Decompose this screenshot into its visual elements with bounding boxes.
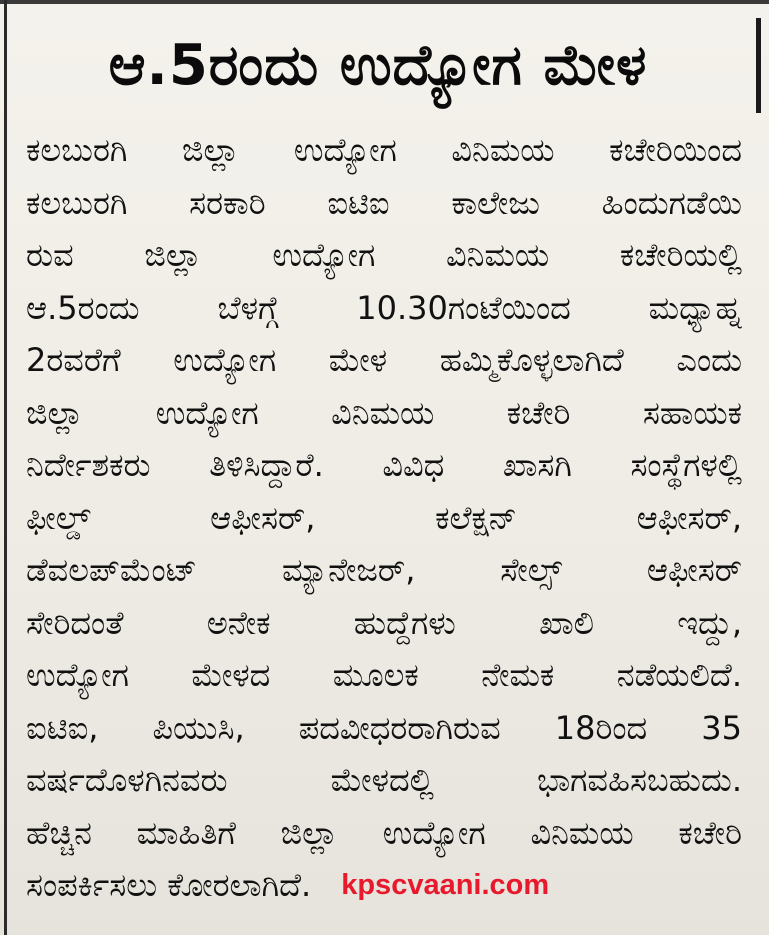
top-border-rule xyxy=(0,0,769,4)
body-line-9: ಡೆವಲಪ್‌ಮೆಂಟ್ ಮ್ಯಾನೇಜರ್, ಸೇಲ್ಸ್ ಆಫೀಸರ್ xyxy=(26,551,742,589)
body-line-7: ನಿರ್ದೇಶಕರು ತಿಳಿಸಿದ್ದಾರೆ. ವಿವಿಧ ಖಾಸಗಿ ಸಂಸ್ಥೆಗಳಲ್ಲಿ xyxy=(26,446,742,484)
body-line-6: ಜಿಲ್ಲಾ ಉದ್ಯೋಗ ವಿನಿಮಯ ಕಚೇರಿ ಸಹಾಯಕ xyxy=(26,393,742,432)
body-line-1: ಕಲಬುರಗಿ ಜಿಲ್ಲಾ ಉದ್ಯೋಗ ವಿನಿಮಯ ಕಚೇರಿಯಿಂದ xyxy=(26,131,742,169)
body-line-14: ಹೆಚ್ಚಿನ ಮಾಹಿತಿಗೆ ಜಿಲ್ಲಾ ಉದ್ಯೋಗ ವಿನಿಮಯ ಕಚೇರಿ xyxy=(26,813,742,852)
left-border-rule xyxy=(4,0,7,935)
watermark: kpscvaani.com xyxy=(341,869,550,901)
body-line-11: ಉದ್ಯೋಗ ಮೇಳದ ಮೂಲಕ ನೇಮಕ ನಡೆಯಲಿದೆ. xyxy=(26,656,742,694)
body-line-2: ಕಲಬುರಗಿ ಸರಕಾರಿ ಐಟಿಐ ಕಾಲೇಜು ಹಿಂದುಗಡೆಯಿ xyxy=(26,183,742,222)
headline: ಆ.5ರಂದು ಉದ್ಯೋಗ ಮೇಳ xyxy=(108,33,648,98)
body-line-10: ಸೇರಿದಂತೆ ಅನೇಕ ಹುದ್ದೆಗಳು ಖಾಲಿ ಇದ್ದು, xyxy=(26,603,742,642)
article-body xyxy=(26,124,742,912)
right-border-rule xyxy=(756,18,761,113)
body-line-13: ವರ್ಷದೊಳಗಿನವರು ಮೇಳದಲ್ಲಿ ಭಾಗವಹಿಸಬಹುದು. xyxy=(26,761,742,799)
body-line-15: ಸಂಪರ್ಕಿಸಲು ಕೋರಲಾಗಿದೆ. xyxy=(26,866,312,904)
body-line-3: ರುವ ಜಿಲ್ಲಾ ಉದ್ಯೋಗ ವಿನಿಮಯ ಕಚೇರಿಯಲ್ಲಿ xyxy=(26,236,742,274)
last-row xyxy=(26,859,742,912)
body-line-12: ಐಟಿಐ, ಪಿಯುಸಿ, ಪದವೀಧರರಾಗಿರುವ 18ರಿಂದ 35 xyxy=(26,708,742,747)
body-line-5: 2ರವರೆಗೆ ಉದ್ಯೋಗ ಮೇಳ ಹಮ್ಮಿಕೊಳ್ಳಲಾಗಿದೆ ಎಂದು xyxy=(26,341,742,379)
body-line-4: ಆ.5ರಂದು ಬೆಳಗ್ಗೆ 10.30ಗಂಟೆಯಿಂದ ಮಧ್ಯಾಹ್ನ xyxy=(26,288,742,327)
body-line-8: ಫೀಲ್ಡ್ ಆಫೀಸರ್, ಕಲೆಕ್ಷನ್ ಆಫೀಸರ್, xyxy=(26,498,742,537)
